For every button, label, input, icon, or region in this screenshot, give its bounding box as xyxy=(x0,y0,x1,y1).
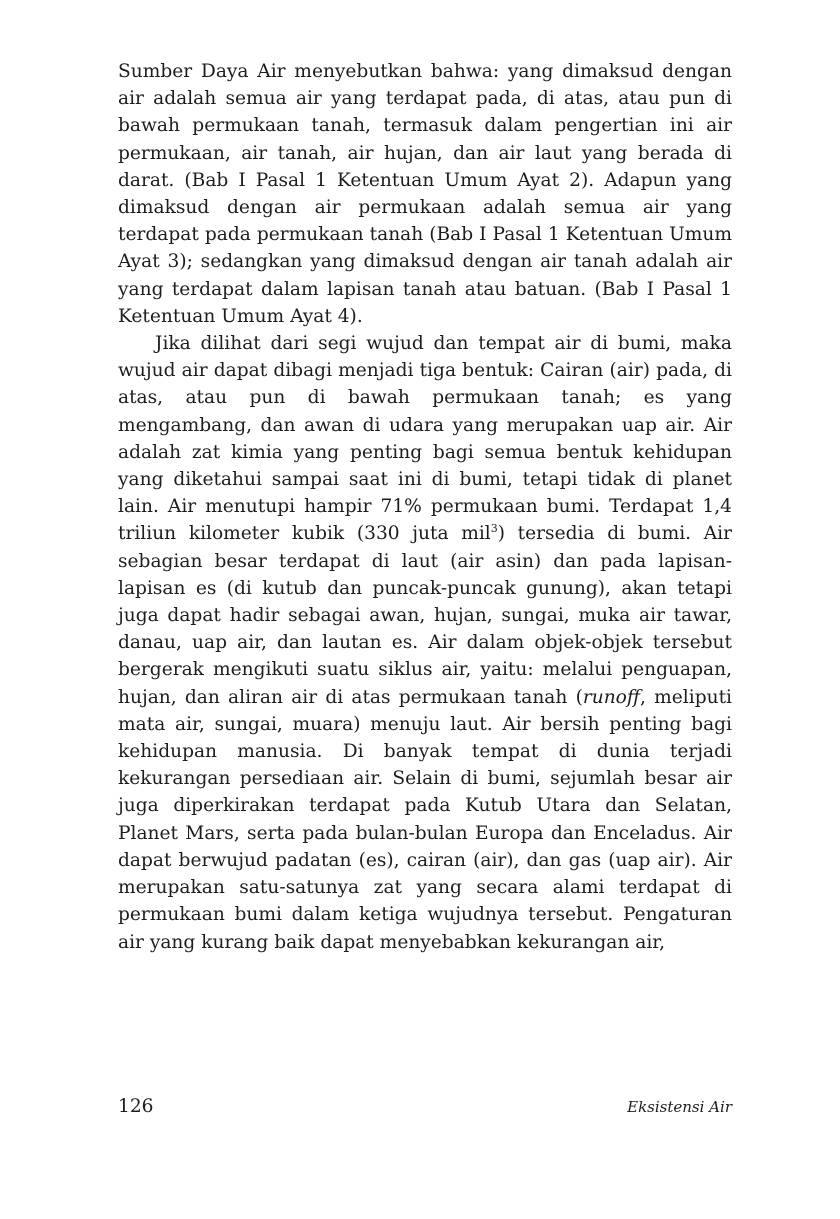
page-footer xyxy=(118,1096,732,1122)
page-number: 126 xyxy=(118,1096,154,1117)
running-title: Eksistensi Air xyxy=(627,1098,732,1116)
italic-term-runoff: runoff xyxy=(582,686,641,708)
paragraph-2-part-3: , meliputi mata air, sungai, muara) menuju laut. Air bersih penting bagi kehidupan manusia. Di banyak tempat di dunia terjadi kekurangan persediaan air. Selain di bumi, sejumlah besar air juga diperkirakan terdapat pada Kutub Utara dan Selatan, Planet Mars, serta pada bulan-bulan Europa dan Enceladus. Air dapat berwujud padatan (es), cairan (air), dan gas (uap air). Air merupakan satu-satunya zat yang secara alami terdapat di permukaan bumi dalam ketiga wujudnya tersebut. Pengaturan air yang kurang baik dapat menyebabkan kekurangan air, xyxy=(118,686,732,953)
paragraph-2 xyxy=(118,330,732,956)
paragraph-2-part-1: Jika dilihat dari segi wujud dan tempat air di bumi, maka wujud air dapat dibagi menjadi tiga bentuk: Cairan (air) pada, di atas, atau pun di bawah permukaan tanah; es yang mengambang, dan awan di udara yang merupakan uap air. Air adalah zat kimia yang penting bagi semua bentuk kehidupan yang diketahui sampai saat ini di bumi, tetapi tidak di planet lain. Air menutupi hampir 71% permukaan bumi. Terdapat 1,4 triliun kilometer kubik (330 juta mil xyxy=(118,333,732,545)
paragraph-2-part-2: ) tersedia di bumi. Air sebagian besar terdapat di laut (air asin) dan pada lapisan-lapisan es (di kutub dan puncak-puncak gunung), akan tetapi juga dapat hadir sebagai awan, hujan, sungai, muka air tawar, danau, uap air, dan lautan es. Air dalam objek-objek tersebut bergerak mengikuti suatu siklus air, yaitu: melalui penguapan, hujan, dan aliran air di atas permukaan tanah ( xyxy=(118,523,733,708)
body-text xyxy=(118,58,732,956)
paragraph-1: Sumber Daya Air menyebutkan bahwa: yang dimaksud dengan air adalah semua air yang terdapat pada, di atas, atau pun di bawah permukaan tanah, termasuk dalam pengertian ini air permukaan, air tanah, air hujan, dan air laut yang berada di darat. (Bab I Pasal 1 Ketentuan Umum Ayat 2). Adapun yang dimaksud dengan air permukaan adalah semua air yang terdapat pada permukaan tanah (Bab I Pasal 1 Ketentuan Umum Ayat 3); sedangkan yang dimaksud dengan air tanah adalah air yang terdapat dalam lapisan tanah atau batuan. (Bab I Pasal 1 Ketentuan Umum Ayat 4). xyxy=(118,61,732,327)
superscript-3: 3 xyxy=(490,522,498,536)
